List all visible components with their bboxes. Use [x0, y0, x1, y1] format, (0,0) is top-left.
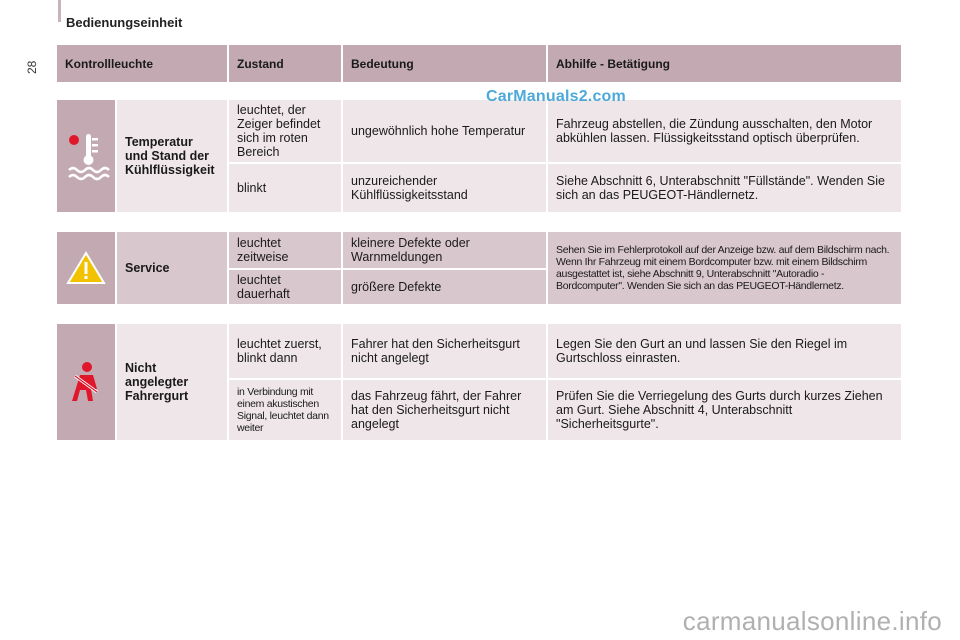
col-header-kontrollleuchte: Kontrollleuchte: [57, 45, 229, 82]
abhilfe-cell: Fahrzeug abstellen, die Zündung ausschalten, den Motor abkühlen lassen. Flüssigkeitsstand optisch überprüfen.: [548, 100, 903, 164]
table-header-row: [57, 45, 903, 82]
bedeutung-cell: kleinere Defekte oder Warnmeldungen: [343, 232, 548, 270]
col-header-bedeutung: Bedeutung: [343, 45, 548, 82]
abhilfe-cell: Siehe Abschnitt 6, Unterabschnitt "Füllstände". Wenden Sie sich an das PEUGEOT-Händlernetz.: [548, 164, 903, 214]
light-label-service: Service: [117, 232, 229, 306]
light-label-seatbelt: Nicht angelegter Fahrergurt: [117, 324, 229, 442]
abhilfe-cell: Prüfen Sie die Verriegelung des Gurts durch kurzes Ziehen am Gurt. Siehe Abschnitt 4, Unterabschnitt "Sicherheitsgurte".: [548, 380, 903, 442]
abhilfe-cell: Legen Sie den Gurt an und lassen Sie den Riegel im Gurtschloss einrasten.: [548, 324, 903, 380]
zustand-cell: leuchtet zeitweise: [229, 232, 343, 270]
bedeutung-cell: unzureichender Kühlflüssigkeitsstand: [343, 164, 548, 214]
watermark-carmanualsonline: carmanualsonline.info: [682, 606, 942, 636]
coolant-temperature-icon: [57, 100, 117, 214]
zustand-cell: leuchtet, der Zeiger befindet sich im roten Bereich: [229, 100, 343, 164]
zustand-cell: blinkt: [229, 164, 343, 214]
light-label-coolant: Temperatur und Stand der Kühlflüssigkeit: [117, 100, 229, 214]
table-row: [57, 100, 903, 164]
abhilfe-cell: Sehen Sie im Fehlerprotokoll auf der Anzeige bzw. auf dem Bildschirm nach. Wenn Ihr Fahrzeug mit einem Bordcomputer bzw. mit einem Bildschirm ausgestattet ist, siehe Abschnitt 9, Unterabschnitt "Autoradio - Bordcomputer". Wenden Sie sich an das PEUGEOT-Händlernetz.: [548, 232, 903, 306]
left-margin-rule: [58, 0, 61, 22]
section-title: Bedienungseinheit: [66, 15, 183, 30]
col-header-abhilfe: Abhilfe - Betätigung: [548, 45, 903, 82]
bedeutung-cell: größere Defekte: [343, 270, 548, 306]
zustand-cell: in Verbindung mit einem akustischen Signal, leuchtet dann weiter: [229, 380, 343, 442]
table-row: [57, 232, 903, 270]
col-header-zustand: Zustand: [229, 45, 343, 82]
zustand-cell: leuchtet zuerst, blinkt dann: [229, 324, 343, 380]
seatbelt-icon: [57, 324, 117, 442]
warning-lights-table: [57, 45, 903, 442]
page-number: 28: [25, 60, 39, 74]
table-row: [57, 324, 903, 380]
zustand-cell: leuchtet dauerhaft: [229, 270, 343, 306]
bedeutung-cell: Fahrer hat den Sicherheitsgurt nicht angelegt: [343, 324, 548, 380]
watermark-carmanuals2: CarManuals2.com: [486, 88, 626, 105]
bedeutung-cell: ungewöhnlich hohe Temperatur: [343, 100, 548, 164]
warning-triangle-icon: [57, 232, 117, 306]
bedeutung-cell: das Fahrzeug fährt, der Fahrer hat den Sicherheitsgurt nicht angelegt: [343, 380, 548, 442]
